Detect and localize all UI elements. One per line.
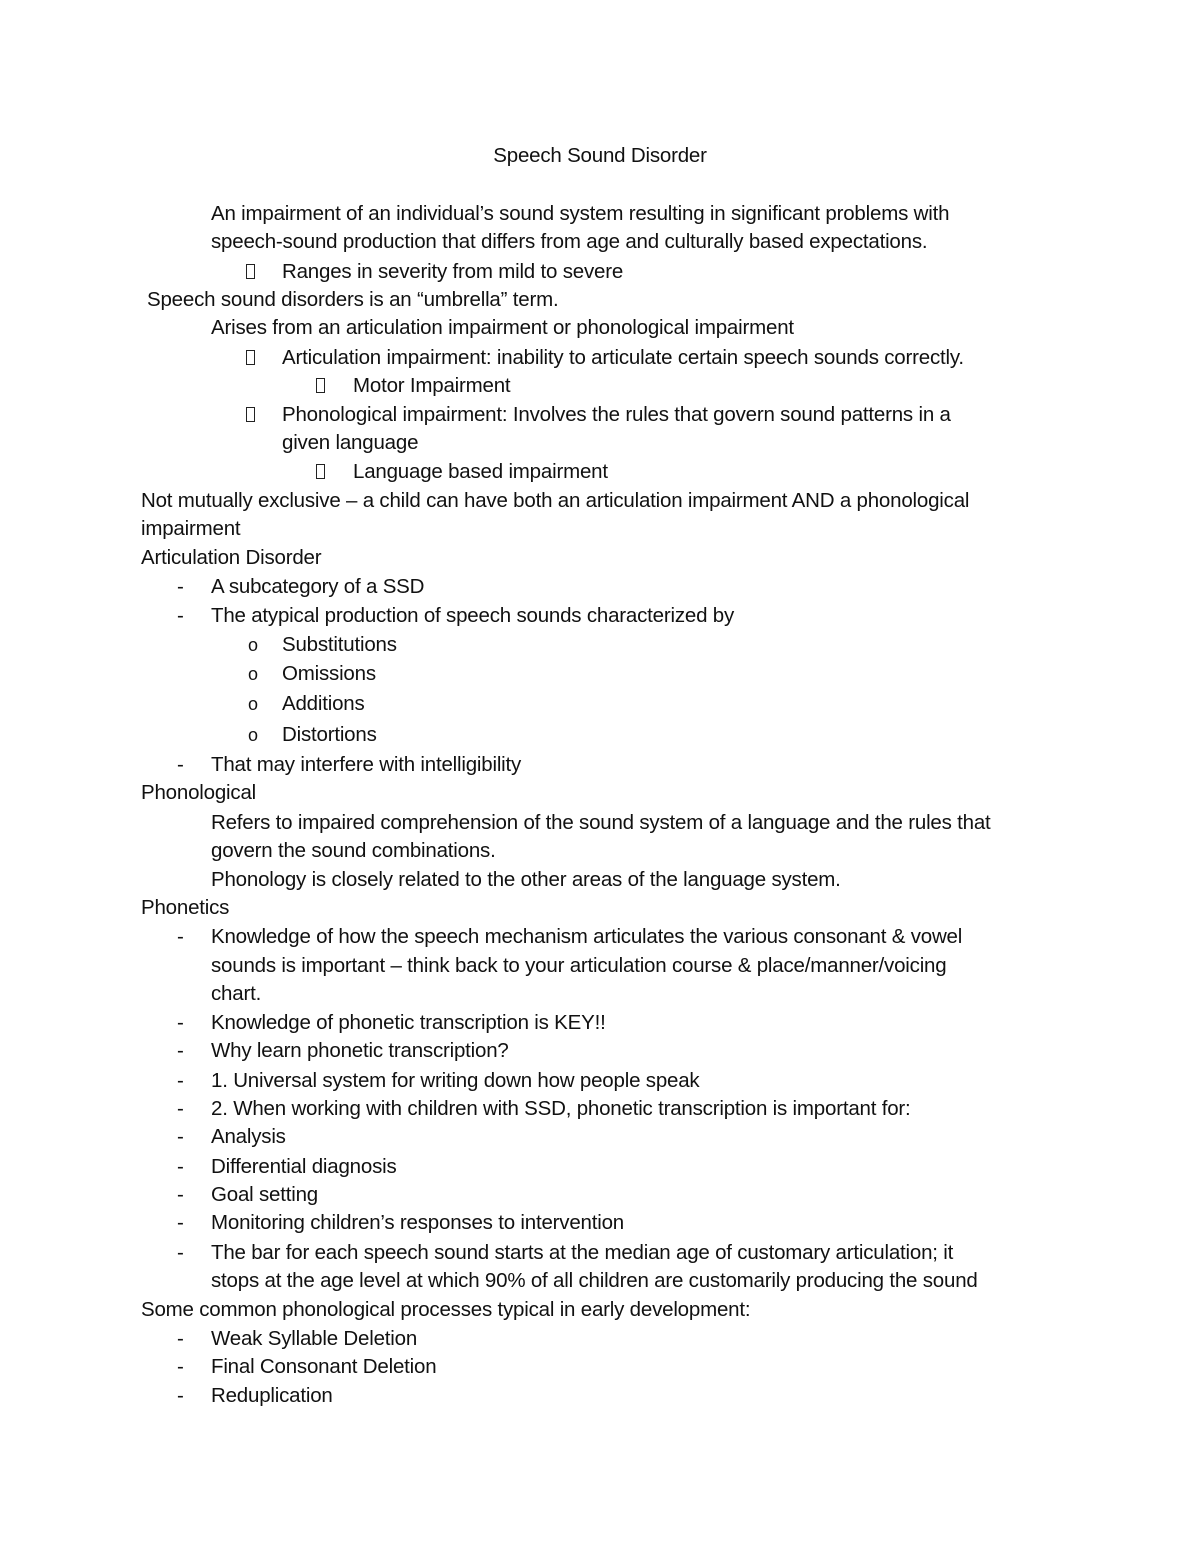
sub-item-substitutions: Substitutions [282, 633, 397, 656]
dash-bullet: - [177, 1241, 184, 1264]
phonetics-item-10-line-1: The bar for each speech sound starts at the median age of customary articulation; it [211, 1241, 954, 1264]
phonetics-heading: Phonetics [141, 896, 230, 919]
phonetics-item-1-line-2: sounds is important – think back to your articulation course & place/manner/voicing [211, 954, 947, 977]
sub-item-distortions: Distortions [282, 723, 377, 746]
dash-bullet: - [177, 925, 184, 948]
phonetics-item-3: Why learn phonetic transcription? [211, 1039, 509, 1062]
dash-bullet: - [177, 1183, 184, 1206]
dash-bullet: - [177, 1327, 184, 1350]
motor-impairment-bullet: Motor Impairment [353, 374, 511, 397]
dash-bullet: - [177, 1039, 184, 1062]
mutually-exclusive-line-2: impairment [141, 517, 241, 540]
phonetics-item-10-line-2: stops at the age level at which 90% of all children are customarily producing the sound [211, 1269, 978, 1292]
bullet-box-icon [246, 258, 255, 286]
dash-bullet: - [177, 1011, 184, 1034]
phonetics-item-7: Differential diagnosis [211, 1155, 397, 1178]
phonological-line-1: Refers to impaired comprehension of the sound system of a language and the rules that [211, 811, 991, 834]
phonetics-item-1-line-3: chart. [211, 982, 262, 1005]
dash-bullet: - [177, 1355, 184, 1378]
process-item-reduplication: Reduplication [211, 1384, 333, 1407]
umbrella-term-line: Speech sound disorders is an “umbrella” term. [147, 288, 559, 311]
dash-bullet: - [177, 1155, 184, 1178]
sub-item-omissions: Omissions [282, 662, 376, 685]
language-impairment-bullet: Language based impairment [353, 460, 608, 483]
definition-line-1: An impairment of an individual’s sound system resulting in significant problems with [211, 202, 950, 225]
phonological-impairment-line-1: Phonological impairment: Involves the rules that govern sound patterns in a [282, 403, 951, 426]
phonetics-item-4: 1. Universal system for writing down how people speak [211, 1069, 700, 1092]
dash-bullet: - [177, 1097, 184, 1120]
articulation-impairment-bullet: Articulation impairment: inability to articulate certain speech sounds correctly. [282, 346, 964, 369]
articulation-item-3: That may interfere with intelligibility [211, 753, 522, 776]
bullet-box-icon [246, 344, 255, 372]
definition-line-2: speech-sound production that differs from age and culturally based expectations. [211, 230, 928, 253]
circle-bullet: o [248, 725, 258, 745]
articulation-item-1: A subcategory of a SSD [211, 575, 425, 598]
dash-bullet: - [177, 1125, 184, 1148]
dash-bullet: - [177, 604, 184, 627]
page-title: Speech Sound Disorder [493, 144, 707, 167]
dash-bullet: - [177, 753, 184, 776]
phonological-heading: Phonological [141, 781, 256, 804]
phonological-line-3: Phonology is closely related to the other areas of the language system. [211, 868, 841, 891]
circle-bullet: o [248, 664, 258, 684]
phonological-line-2: govern the sound combinations. [211, 839, 496, 862]
articulation-heading: Articulation Disorder [141, 546, 322, 569]
phonological-impairment-line-2: given language [282, 431, 419, 454]
bullet-box-icon [246, 401, 255, 429]
process-item-weak-syllable: Weak Syllable Deletion [211, 1327, 418, 1350]
dash-bullet: - [177, 575, 184, 598]
phonetics-item-8: Goal setting [211, 1183, 318, 1206]
processes-heading: Some common phonological processes typical in early development: [141, 1298, 751, 1321]
dash-bullet: - [177, 1069, 184, 1092]
mutually-exclusive-line-1: Not mutually exclusive – a child can have both an articulation impairment AND a phonological [141, 489, 970, 512]
sub-item-additions: Additions [282, 692, 365, 715]
phonetics-item-6: Analysis [211, 1125, 286, 1148]
dash-bullet: - [177, 1384, 184, 1407]
bullet-box-icon [316, 458, 325, 486]
phonetics-item-1-line-1: Knowledge of how the speech mechanism articulates the various consonant & vowel [211, 925, 963, 948]
severity-bullet: Ranges in severity from mild to severe [282, 260, 624, 283]
circle-bullet: o [248, 635, 258, 655]
phonetics-item-2: Knowledge of phonetic transcription is KEY!! [211, 1011, 606, 1034]
phonetics-item-5: 2. When working with children with SSD, phonetic transcription is important for: [211, 1097, 911, 1120]
arises-line: Arises from an articulation impairment or phonological impairment [211, 316, 794, 339]
process-item-final-consonant: Final Consonant Deletion [211, 1355, 437, 1378]
circle-bullet: o [248, 694, 258, 714]
dash-bullet: - [177, 1211, 184, 1234]
bullet-box-icon [316, 372, 325, 400]
phonetics-item-9: Monitoring children’s responses to intervention [211, 1211, 624, 1234]
articulation-item-2: The atypical production of speech sounds characterized by [211, 604, 735, 627]
